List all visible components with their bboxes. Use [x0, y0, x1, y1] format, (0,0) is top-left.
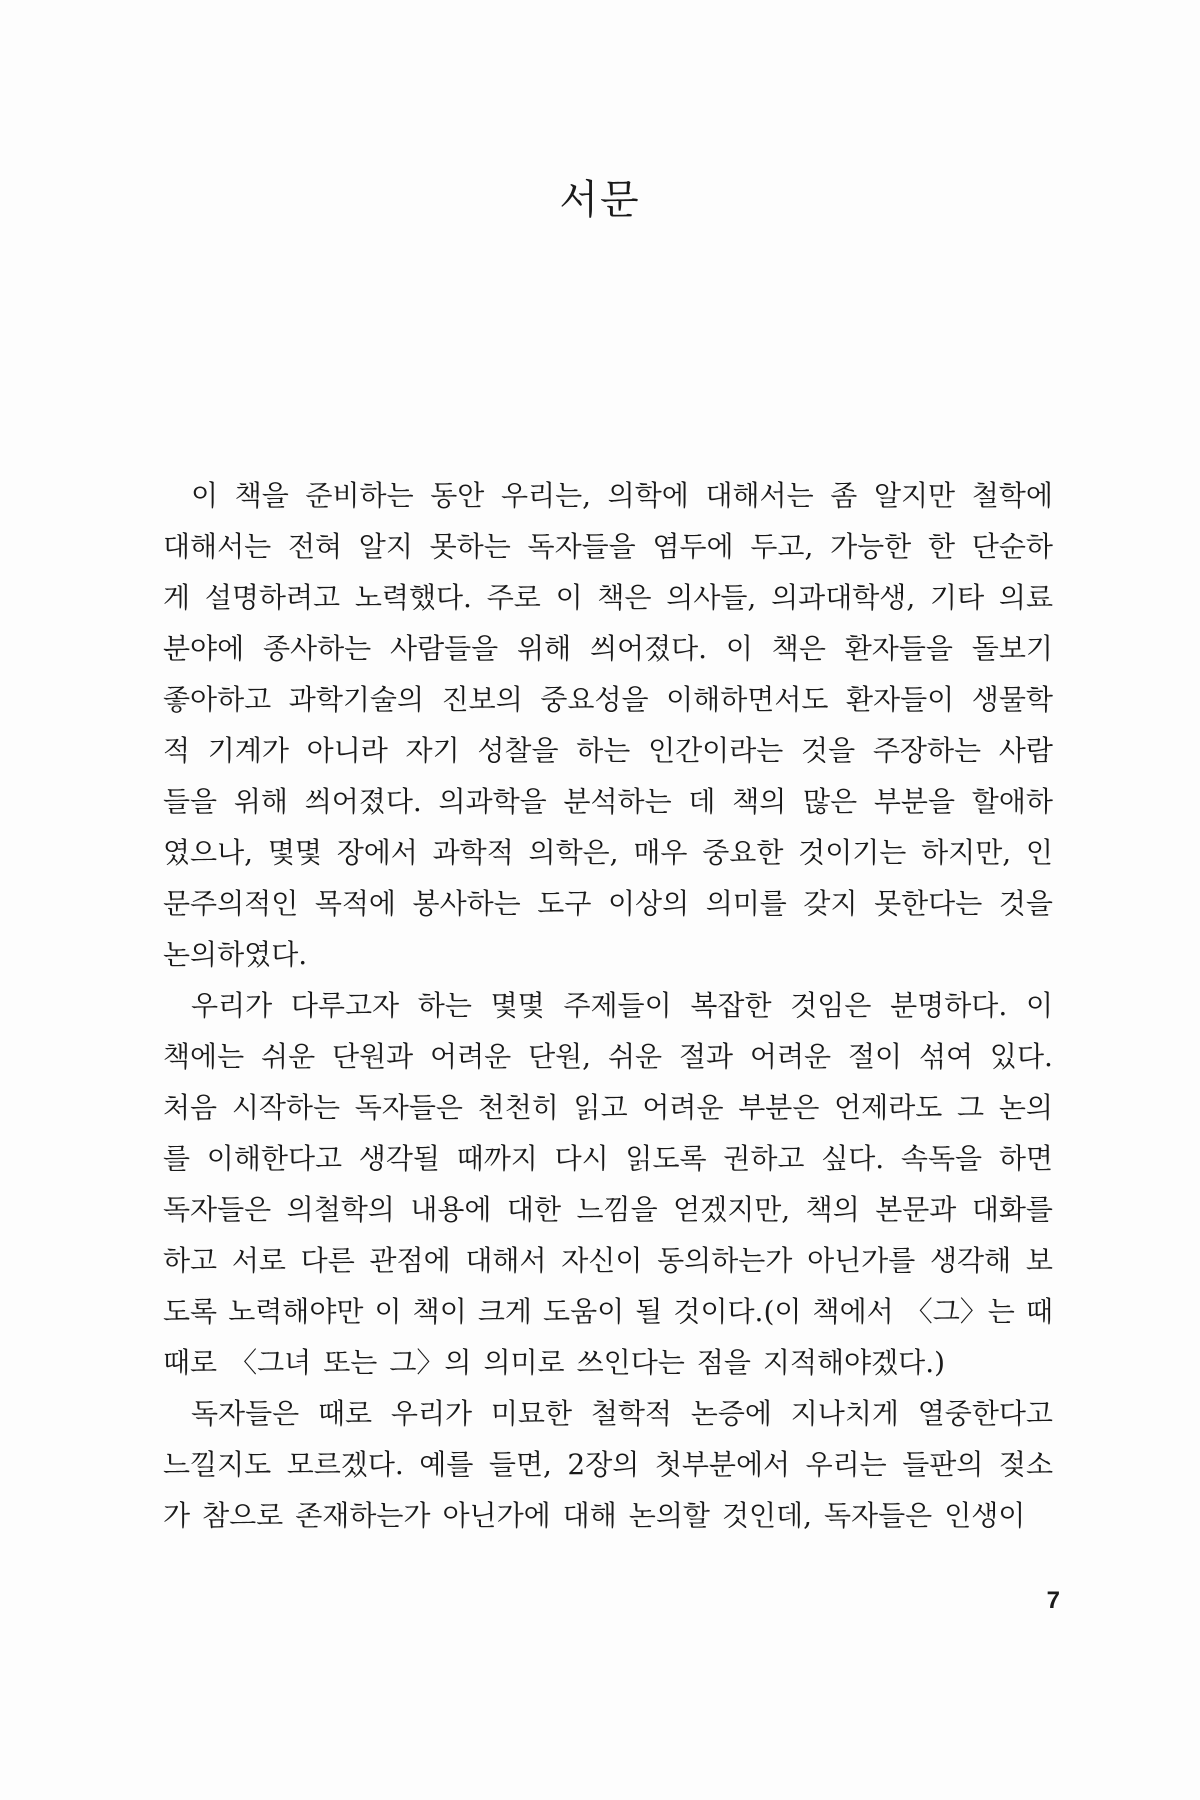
chapter-title: 서문: [559, 177, 641, 223]
text-line: 들을 위해 씌어졌다. 의과학을 분석하는 데 책의 많은 부분을 할애하: [163, 785, 1053, 818]
text-line: 느낄지도 모르겠다. 예를 들면, 2장의 첫부분에서 우리는 들판의 젖소: [163, 1448, 1053, 1481]
text-line: 독자들은 의철학의 내용에 대한 느낌을 얻겠지만, 책의 본문과 대화를: [163, 1193, 1053, 1226]
page-number: 7: [1046, 1587, 1060, 1614]
body-text: [163, 470, 1053, 1541]
text-line: 문주의적인 목적에 봉사하는 도구 이상의 의미를 갖지 못한다는 것을: [163, 887, 1053, 920]
text-line: 도록 노력해야만 이 책이 크게 도움이 될 것이다.(이 책에서 〈그〉는 때: [163, 1295, 1053, 1328]
text-line: 독자들은 때로 우리가 미묘한 철학적 논증에 지나치게 열중한다고: [191, 1397, 1053, 1430]
text-line: 처음 시작하는 독자들은 천천히 읽고 어려운 부분은 언제라도 그 논의: [163, 1091, 1053, 1124]
text-line: 책에는 쉬운 단원과 어려운 단원, 쉬운 절과 어려운 절이 섞여 있다.: [163, 1040, 1053, 1073]
text-line: 대해서는 전혀 알지 못하는 독자들을 염두에 두고, 가능한 한 단순하: [163, 530, 1053, 563]
text-line: 였으나, 몇몇 장에서 과학적 의학은, 매우 중요한 것이기는 하지만, 인: [163, 836, 1053, 869]
text-line: 좋아하고 과학기술의 진보의 중요성을 이해하면서도 환자들이 생물학: [163, 683, 1053, 716]
text-line: 를 이해한다고 생각될 때까지 다시 읽도록 권하고 싶다. 속독을 하면: [163, 1142, 1053, 1175]
text-line: 분야에 종사하는 사람들을 위해 씌어졌다. 이 책은 환자들을 돌보기: [163, 632, 1053, 665]
text-line: 우리가 다루고자 하는 몇몇 주제들이 복잡한 것임은 분명하다. 이: [191, 989, 1053, 1022]
text-line: 게 설명하려고 노력했다. 주로 이 책은 의사들, 의과대학생, 기타 의료: [163, 581, 1053, 614]
text-line: 적 기계가 아니라 자기 성찰을 하는 인간이라는 것을 주장하는 사람: [163, 734, 1053, 767]
text-line: 때로 〈그녀 또는 그〉의 의미로 쓰인다는 점을 지적해야겠다.): [163, 1346, 946, 1379]
text-line: 하고 서로 다른 관점에 대해서 자신이 동의하는가 아닌가를 생각해 보: [163, 1244, 1053, 1277]
text-line: 가 참으로 존재하는가 아닌가에 대해 논의할 것인데, 독자들은 인생이: [163, 1499, 1026, 1532]
text-line: 논의하였다.: [163, 938, 308, 971]
text-line: 이 책을 준비하는 동안 우리는, 의학에 대해서는 좀 알지만 철학에: [191, 479, 1053, 512]
